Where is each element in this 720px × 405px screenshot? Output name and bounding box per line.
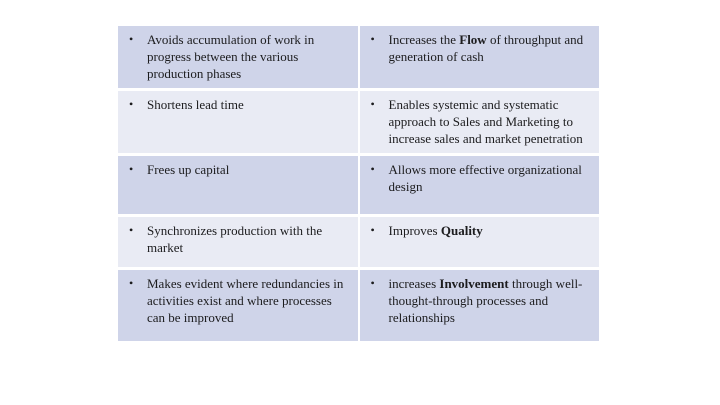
table-cell xyxy=(118,156,358,214)
bullet-icon: • xyxy=(370,97,375,111)
table-cell xyxy=(118,26,358,88)
benefits-table xyxy=(118,26,599,341)
table-cell xyxy=(360,91,600,153)
cell-text: Improves Quality xyxy=(388,223,483,238)
bullet-icon: • xyxy=(129,276,134,290)
table-row xyxy=(118,217,599,267)
table-row xyxy=(118,91,599,153)
bullet-icon: • xyxy=(129,223,134,237)
bullet-icon: • xyxy=(370,32,375,46)
bullet-icon: • xyxy=(129,32,134,46)
table-row xyxy=(118,156,599,214)
table-cell xyxy=(360,217,600,267)
bullet-icon: • xyxy=(129,97,134,111)
bullet-icon: • xyxy=(370,276,375,290)
table-cell xyxy=(360,156,600,214)
cell-text: Enables systemic and systematic approach to Sales and Marketing to increase sales and market penetration xyxy=(388,97,583,146)
table-row xyxy=(118,26,599,88)
cell-text: Shortens lead time xyxy=(147,97,244,112)
table-cell xyxy=(360,26,600,88)
cell-text: Increases the Flow of throughput and generation of cash xyxy=(388,32,584,64)
bullet-icon: • xyxy=(370,162,375,176)
table-cell xyxy=(118,91,358,153)
cell-text: Frees up capital xyxy=(147,162,230,177)
table-cell xyxy=(360,270,600,341)
cell-text: Synchronizes production with the market xyxy=(147,223,323,255)
cell-text: increases Involvement through well-thought-through processes and relationships xyxy=(388,276,583,325)
table-cell xyxy=(118,217,358,267)
bullet-icon: • xyxy=(370,223,375,237)
table-row xyxy=(118,270,599,341)
table-cell xyxy=(118,270,358,341)
bullet-icon: • xyxy=(129,162,134,176)
cell-text: Makes evident where redundancies in activities exist and where processes can be improved xyxy=(147,276,344,325)
cell-text: Allows more effective organizational design xyxy=(388,162,582,194)
cell-text: Avoids accumulation of work in progress between the various production phases xyxy=(147,32,315,81)
